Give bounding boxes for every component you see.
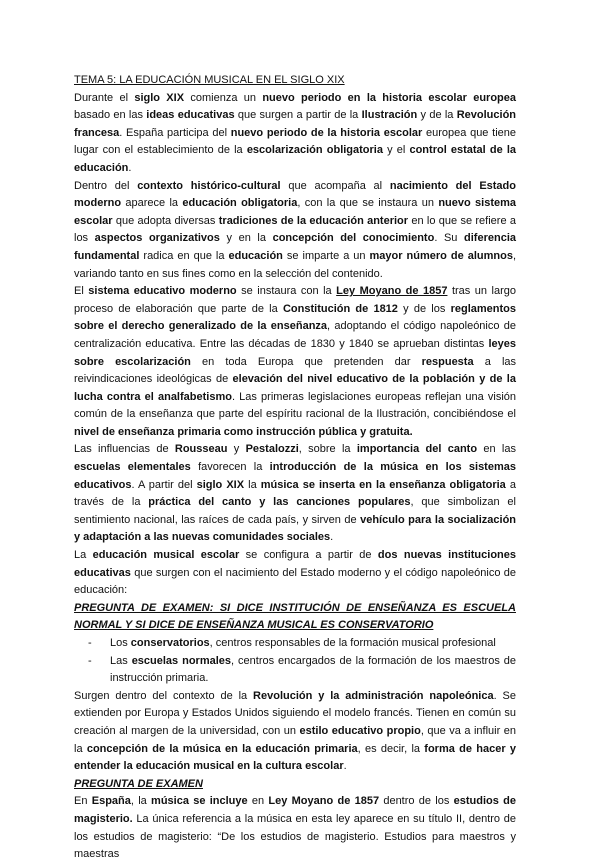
bold-text-run: música se inserta en la enseñanza obligatoria xyxy=(260,478,506,491)
text-run: , centros encargados de la formación de los maestros de instrucción primaria. xyxy=(110,654,517,685)
bold-text-run: mayor número de alumnos xyxy=(369,249,513,262)
bold-text-run: importancia del canto xyxy=(356,443,478,456)
text-run: Durante el xyxy=(74,91,135,104)
bold-text-run: España xyxy=(91,795,131,808)
text-run: la xyxy=(244,478,261,491)
document-title: TEMA 5: LA EDUCACIÓN MUSICAL EN EL SIGLO XIX xyxy=(74,74,345,86)
bold-text-run: sistema educativo moderno xyxy=(88,285,237,298)
text-run: Dentro del xyxy=(74,179,138,192)
text-run: La xyxy=(74,549,93,562)
text-run: que acompaña al xyxy=(280,179,390,192)
bold-text-run: nuevo periodo en la historia escolar europea xyxy=(262,91,516,104)
list-item-conservatorios xyxy=(74,635,516,653)
text-run: La única referencia a la música en esta ley aparece en su título II, dentro de los estudios de magisterio: “De los estudios de magisterio. Estudios para maestros y maestras xyxy=(74,812,516,861)
bold-text-run: Ilustración xyxy=(361,109,418,122)
text-run: , con la que se instaura un xyxy=(297,197,439,210)
text-run: comienza un xyxy=(184,91,263,104)
bold-text-run: estudios de magisterio. xyxy=(74,795,516,825)
text-run: , sobre la xyxy=(298,443,357,456)
text-run: que adopta diversas xyxy=(112,214,219,227)
bold-text-run: concepción de la música en la educación primaria xyxy=(86,742,358,755)
text-run: , centros responsables de la formación musical profesional xyxy=(209,637,496,649)
bold-text-run: educación musical escolar xyxy=(92,549,240,562)
text-run: En xyxy=(74,795,92,808)
text-run: y xyxy=(227,443,246,456)
bold-text-run: Rousseau xyxy=(174,443,228,456)
bold-text-run: nivel de enseñanza primaria como instrucción pública y gratuita. xyxy=(74,425,413,438)
paragraph-institutions xyxy=(74,547,516,600)
paragraph-spain xyxy=(74,793,516,863)
text-run: . Su xyxy=(434,232,465,245)
text-run: . Se extienden por Europa y Estados Unidos siguiendo el modelo francés. Tienen en común su creación al margen de la universidad, con un xyxy=(74,689,516,737)
underlined-text: Ley Moyano de 1857 xyxy=(336,285,448,298)
text-run: se instaura con la xyxy=(236,285,337,298)
text-run: a través de la xyxy=(74,478,516,509)
bold-text-run xyxy=(336,285,447,297)
text-run: . xyxy=(330,531,334,544)
bold-text-run: nacimiento del Estado moderno xyxy=(74,179,516,210)
text-run: favorecen la xyxy=(190,461,270,474)
bold-text-run: escolarización obligatoria xyxy=(246,144,383,157)
exam-question-spain: PREGUNTA DE EXAMEN xyxy=(74,777,203,790)
bold-text-run: concepción del conocimiento xyxy=(272,232,435,245)
bold-text-run: Revolución francesa xyxy=(74,109,517,139)
text-run: Los xyxy=(110,637,131,649)
bold-text-run: práctica del canto y las canciones populares xyxy=(148,496,411,509)
text-run: . España participa del xyxy=(119,126,231,139)
text-run: Las influencias de xyxy=(74,443,175,456)
list-item-escuelas-normales xyxy=(74,653,516,688)
bold-text-run: conservatorios xyxy=(130,637,210,649)
text-run: dentro de los xyxy=(379,795,454,808)
text-run: , variando tanto en sus fines como en la selección del contenido. xyxy=(74,249,516,280)
bold-text-run: vehículo para la socialización y adaptación a las nuevas comunidades sociales xyxy=(74,513,517,544)
text-run: en lo que se refiere a los xyxy=(74,214,517,245)
paragraph-intro xyxy=(74,90,516,178)
institutions-list xyxy=(74,635,516,688)
text-run: a las reivindicaciones ideológicas de xyxy=(74,355,517,386)
text-run: . xyxy=(343,760,347,773)
bold-text-run: leyes sobre escolarización xyxy=(74,337,516,368)
bold-text-run: escuelas normales xyxy=(131,654,232,667)
bold-text-run: Revolución y la administración napoleónica xyxy=(253,689,494,702)
bold-text-run: estilo educativo propio xyxy=(299,724,421,737)
bold-text-run: introducción de la música en los sistemas educativos xyxy=(74,461,516,491)
bold-text-run: reglamentos sobre el derecho generalizado de la enseñanza xyxy=(74,302,516,333)
text-run: y en la xyxy=(219,232,273,245)
bold-text-run: música se incluye xyxy=(151,795,248,808)
text-run: basado en las xyxy=(74,109,147,122)
document-body xyxy=(74,72,516,864)
text-run: y el xyxy=(383,144,410,157)
exam-question-institutions: PREGUNTA DE EXAMEN: SI DICE INSTITUCIÓN DE ENSEÑANZA ES ESCUELA NORMAL Y SI DICE DE ENSEÑANZA MUSICAL ES CONSERVATORIO xyxy=(74,601,516,632)
bold-text-run: forma de hacer y entender la educación musical en la cultura escolar xyxy=(74,742,516,773)
paragraph-origin xyxy=(74,688,516,776)
bold-text-run: siglo XIX xyxy=(134,91,185,104)
bold-text-run: Constitución de 1812 xyxy=(282,302,398,315)
bold-text-run: tradiciones de la educación anterior xyxy=(218,214,409,227)
text-run: , que simbolizan el sentimiento nacional, las raíces de cada país, y sirven de xyxy=(74,496,516,526)
bold-text-run: educación obligatoria xyxy=(182,197,298,210)
text-run: europea que tiene lugar con el establecimiento de la xyxy=(74,126,516,157)
paragraph-influences xyxy=(74,441,516,547)
text-run: , adoptando el código napoleónico de centralización educativa. Entre las décadas de 1830 y 1840 se aprueban distintas xyxy=(74,320,516,350)
text-run: tras un largo proceso de elaboración que parte de la xyxy=(74,285,516,315)
text-run: , que va a influir en la xyxy=(74,724,516,755)
bold-text-run: dos nuevas instituciones educativas xyxy=(74,549,516,579)
paragraph-context xyxy=(74,178,516,284)
bold-text-run: elevación del nivel educativo de la población y de la lucha contra el analfabetismo xyxy=(74,373,516,403)
text-run: , es decir, la xyxy=(357,742,425,755)
text-run: . Las primeras legislaciones europeas reflejan una visión común de la enseñanza que parte del espíritu racional de la Ilustración, concibiéndose el xyxy=(74,390,517,421)
text-run: se configura a partir de xyxy=(239,549,378,562)
bold-text-run: nuevo periodo de la historia escolar xyxy=(230,126,423,139)
text-run: aparece la xyxy=(121,197,183,210)
text-run: . xyxy=(128,161,132,174)
text-run: y de los xyxy=(397,302,451,315)
text-run: El xyxy=(74,285,89,298)
text-run: en xyxy=(247,795,269,808)
text-run: , la xyxy=(130,795,152,808)
bold-text-run: contexto histórico-cultural xyxy=(137,179,281,192)
bold-text-run: siglo XIX xyxy=(196,478,245,491)
text-run: en toda Europa que pretenden dar xyxy=(190,355,422,368)
bold-text-run: nuevo sistema escolar xyxy=(74,197,517,227)
bold-text-run: ideas educativas xyxy=(146,109,235,122)
bold-text-run: escuelas elementales xyxy=(74,461,191,474)
text-run: Las xyxy=(110,654,132,667)
bold-text-run: aspectos organizativos xyxy=(94,232,220,245)
bold-text-run: educación xyxy=(228,249,283,262)
text-run: que surgen a partir de la xyxy=(234,109,362,122)
bold-text-run: Ley Moyano de 1857 xyxy=(268,795,380,808)
bold-text-run: control estatal de la educación xyxy=(74,144,517,174)
text-run: se imparte a un xyxy=(282,249,370,262)
text-run: . A partir del xyxy=(131,478,197,491)
text-run: radica en que la xyxy=(139,249,229,262)
bold-text-run: respuesta xyxy=(421,355,474,368)
text-run: Surgen dentro del contexto de la xyxy=(74,689,254,702)
bold-text-run: diferencia fundamental xyxy=(74,232,516,262)
text-run: en las xyxy=(477,443,516,456)
bold-text-run: Pestalozzi xyxy=(245,443,299,456)
text-run: y de la xyxy=(417,109,457,122)
paragraph-modern-system xyxy=(74,283,516,441)
text-run: que surgen con el nacimiento del Estado moderno y el código napoleónico de educación: xyxy=(74,566,516,597)
